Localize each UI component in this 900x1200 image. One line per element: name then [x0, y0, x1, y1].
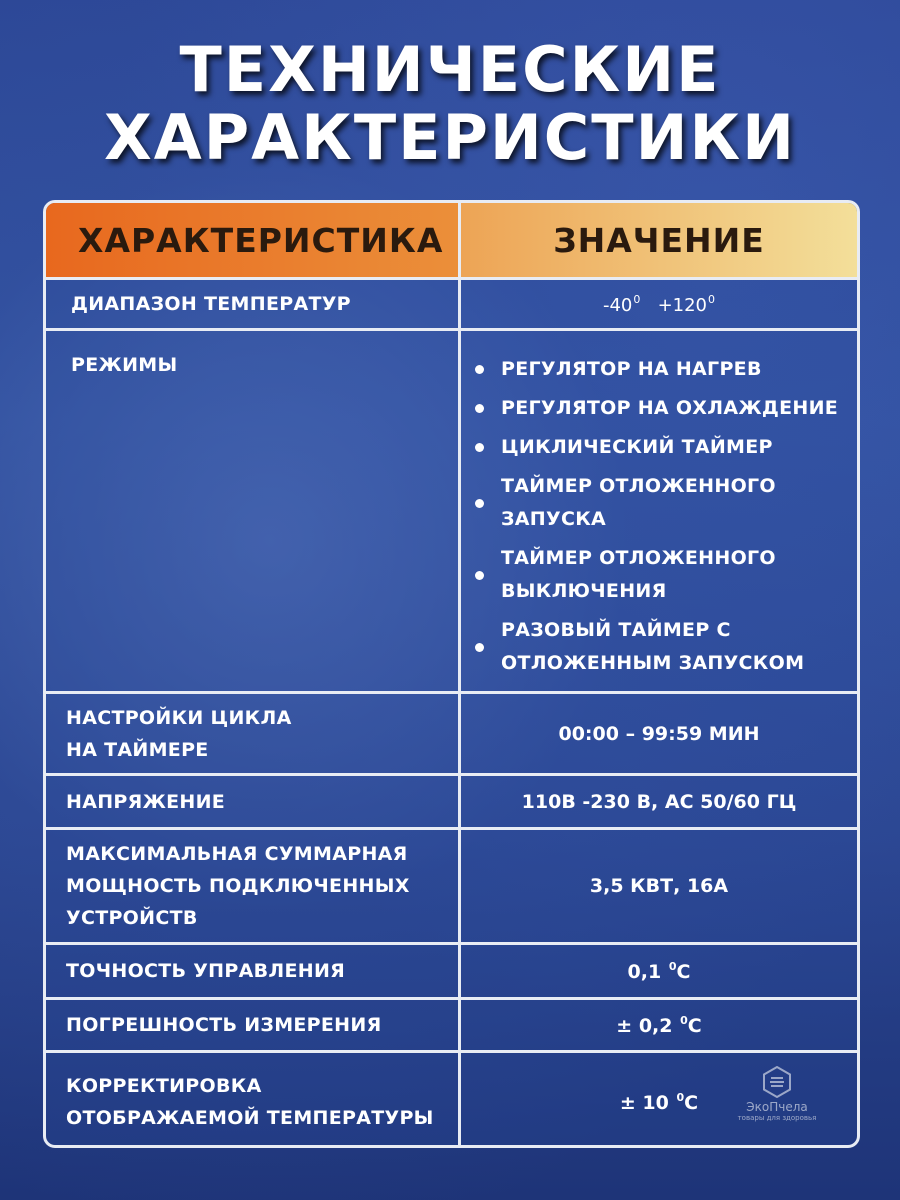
control-accuracy-label: ТОЧНОСТЬ УПРАВЛЕНИЯ [46, 945, 461, 997]
temp-max-degree: 0 [708, 292, 716, 306]
display-correction-label: КОРРЕКТИРОВКА ОТОБРАЖАЕМОЙ ТЕМПЕРАТУРЫ [46, 1053, 461, 1148]
temp-range-label: ДИАПАЗОН ТЕМПЕРАТУР [46, 280, 461, 328]
degree-sign: 0 [680, 1013, 688, 1027]
plus-minus-sign: ± [616, 1014, 633, 1037]
bullet-icon [475, 431, 484, 464]
display-correction-value: ± 10 $^0$С [619, 1090, 699, 1114]
voltage-label: НАПРЯЖЕНИЕ [46, 776, 461, 827]
header-characteristic: ХАРАКТЕРИСТИКА [46, 203, 461, 277]
title-line-1: ТЕХНИЧЕСКИЕ [179, 33, 721, 106]
plus-minus-sign: ± [619, 1091, 636, 1114]
measure-error-value: ± 0,2 $^0$С [616, 1013, 702, 1037]
bullet-icon [475, 542, 484, 608]
control-accuracy-value: 0,1 $^0$С [627, 959, 691, 983]
modes-list [461, 331, 857, 680]
table-row-timer-cycle [46, 694, 857, 776]
degree-sign: 0 [676, 1090, 685, 1104]
mode-item: РЕГУЛЯТОР НА НАГРЕВ [475, 353, 857, 386]
mode-item: ТАЙМЕР ОТЛОЖЕННОГО ВЫКЛЮЧЕНИЯ [475, 542, 857, 608]
timer-cycle-label: НАСТРОЙКИ ЦИКЛА НА ТАЙМЕРЕ [46, 694, 461, 773]
page-title [0, 33, 900, 174]
timer-cycle-value: 00:00 – 99:59 МИН [558, 722, 760, 745]
bullet-icon [475, 614, 484, 680]
table-row-modes [46, 331, 857, 694]
voltage-value: 110В -230 В, АС 50/60 ГЦ [521, 790, 797, 813]
table-row-voltage [46, 776, 857, 830]
temp-min-degree: 0 [633, 292, 641, 306]
mode-item: ТАЙМЕР ОТЛОЖЕННОГО ЗАПУСКА [475, 470, 857, 536]
measure-error-label: ПОГРЕШНОСТЬ ИЗМЕРЕНИЯ [46, 1000, 461, 1050]
modes-value [461, 331, 857, 691]
brand-logo [722, 1066, 832, 1136]
brand-slogan: товары для здоровья [737, 1114, 817, 1122]
degree-sign: 0 [668, 959, 677, 973]
mode-item: ЦИКЛИЧЕСКИЙ ТАЙМЕР [475, 431, 857, 464]
bullet-icon [475, 353, 484, 386]
temp-range-value [461, 280, 857, 328]
specs-table [43, 200, 860, 1148]
bullet-icon [475, 392, 484, 425]
bullet-icon [475, 470, 484, 536]
table-header-row [46, 203, 857, 280]
honeycomb-logo-icon [763, 1066, 791, 1098]
title-line-2: ХАРАКТЕРИСТИКИ [103, 101, 797, 174]
brand-name: ЭкоПчела [746, 1100, 808, 1114]
max-power-label: МАКСИМАЛЬНАЯ СУММАРНАЯ МОЩНОСТЬ ПОДКЛЮЧЕННЫХ УСТРОЙСТВ [46, 830, 461, 942]
mode-item: РАЗОВЫЙ ТАЙМЕР С ОТЛОЖЕННЫМ ЗАПУСКОМ [475, 614, 857, 680]
temp-max: +120 [657, 294, 708, 316]
table-row-control-accuracy [46, 945, 857, 1000]
temp-min: -40 [602, 294, 633, 316]
max-power-value: 3,5 КВТ, 16А [589, 875, 729, 897]
mode-item: РЕГУЛЯТОР НА ОХЛАЖДЕНИЕ [475, 392, 857, 425]
table-row-measure-error [46, 1000, 857, 1053]
modes-label: РЕЖИМЫ [46, 331, 461, 691]
table-row-temp-range [46, 280, 857, 331]
table-row-max-power [46, 830, 857, 945]
header-value: ЗНАЧЕНИЕ [461, 203, 857, 277]
